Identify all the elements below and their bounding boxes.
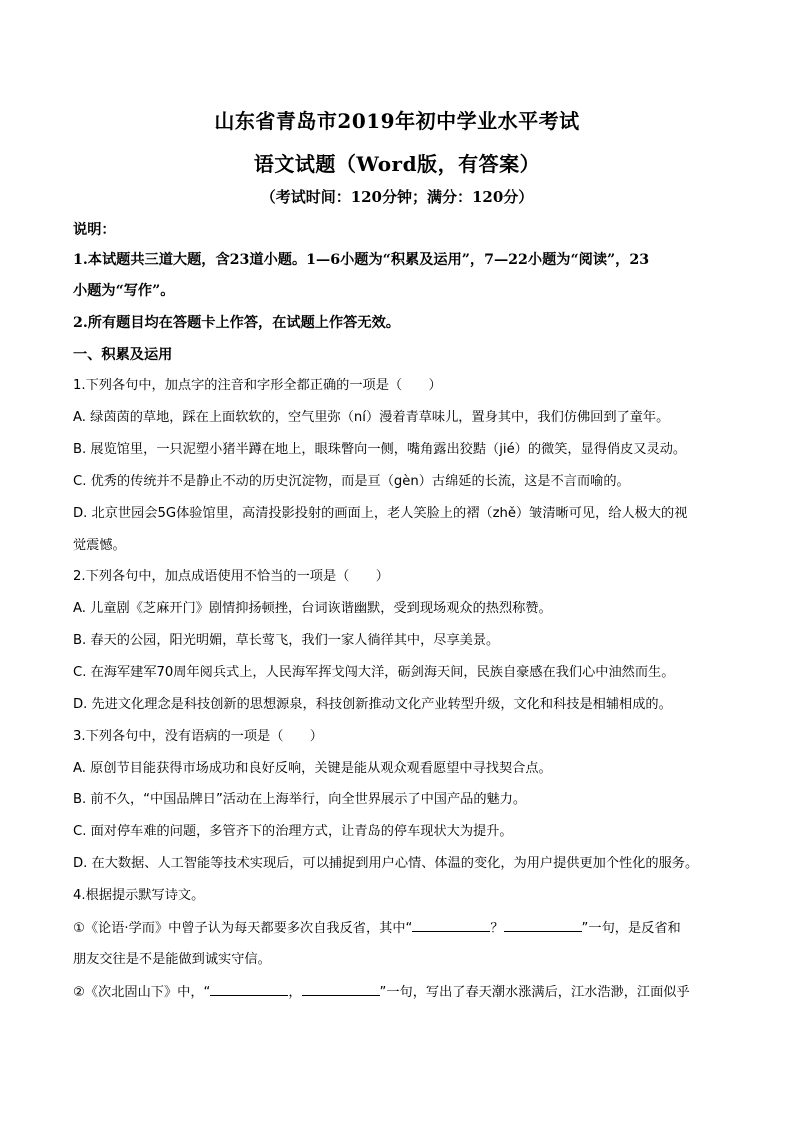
question-2-option-c: C. 在海军建军70周年阅兵式上，人民海军挥戈闯大洋，砺剑海天间，民族自豪感在我们心中油然而生。 [73, 665, 675, 680]
question-1-option-a: A. 绿茵茵的草地，踩在上面软软的，空气里弥（ní）漫着青草味儿，置身其中，我们仿佛回到了童年。 [73, 410, 670, 425]
exam-info: （考试时间：120分钟；满分：120分） [260, 188, 534, 206]
instructions-heading: 说明： [73, 222, 116, 238]
exam-subtitle: 语文试题（Word版，有答案） [253, 152, 541, 176]
question-4-item-2 [73, 982, 723, 1003]
instruction-item-1: 1.本试题共三道大题，含23道小题。1—6小题为“积累及运用”，7—22小题为“阅读”，23 [73, 252, 650, 268]
item-1-separator: ？ [490, 921, 504, 936]
item-1-prefix: ①《论语·学而》中曾子认为每天都要多次自我反省，其中“ [73, 921, 413, 936]
answer-blank[interactable] [210, 982, 288, 996]
question-1-option-d: D. 北京世园会5G体验馆里，高清投影投射的画面上，老人笑脸上的褶（zhě）皱清晰可见，给人极大的视 [73, 506, 688, 521]
item-2-prefix: ②《次北固山下》中，“ [73, 985, 211, 1000]
question-4-item-1 [73, 918, 723, 939]
question-3-option-c: C. 面对停车难的问题，多管齐下的治理方式，让青岛的停车现状大为提升。 [73, 824, 513, 839]
question-3-option-a: A. 原创节目能获得市场成功和良好反响，关键是能从观众观看愿望中寻找契合点。 [73, 761, 552, 776]
answer-blank[interactable] [412, 918, 490, 932]
item-2-separator: ， [288, 985, 302, 1000]
question-1-option-d-cont: 觉震憾。 [73, 538, 126, 553]
answer-blank[interactable] [302, 982, 380, 996]
instruction-item-1-cont: 小题为“写作”。 [73, 283, 175, 299]
question-2-option-b: B. 春天的公园，阳光明媚，草长莺飞，我们一家人徜徉其中，尽享美景。 [73, 633, 500, 648]
question-3-option-b: B. 前不久，“中国品牌日”活动在上海举行，向全世界展示了中国产品的魅力。 [73, 792, 527, 807]
question-1-stem: 1.下列各句中，加点字的注音和字形全都正确的一项是（ ） [73, 378, 442, 393]
question-1-option-b: B. 展览馆里，一只泥塑小猪半蹲在地上，眼珠瞥向一侧，嘴角露出狡黠（jié）的微笑，显得俏皮又灵动。 [73, 442, 687, 457]
question-3-option-d: D. 在大数据、人工智能等技术实现后，可以捕捉到用户心情、体温的变化，为用户提供更加个性化的服务。 [73, 856, 699, 871]
question-2-option-a: A. 儿童剧《芝麻开门》剧情抑扬顿挫，台词诙谐幽默，受到现场观众的热烈称赞。 [73, 601, 552, 616]
question-1-option-c: C. 优秀的传统并不是静止不动的历史沉淀物，而是亘（gèn）古绵延的长流，这是不言而喻的。 [73, 474, 630, 489]
answer-blank[interactable] [504, 918, 582, 932]
item-1-suffix: ”一句，是反省和 [581, 921, 681, 936]
question-4-item-1-cont: 朋友交往是不是能做到诚实守信。 [73, 952, 271, 967]
instruction-item-2: 2.所有题目均在答题卡上作答，在试题上作答无效。 [73, 315, 400, 331]
exam-title: 山东省青岛市2019年初中学业水平考试 [214, 109, 580, 133]
question-2-option-d: D. 先进文化理念是科技创新的思想源泉，科技创新推动文化产业转型升级，文化和科技是相辅相成的。 [73, 697, 672, 712]
question-2-stem: 2.下列各句中，加点成语使用不恰当的一项是（ ） [73, 569, 389, 584]
item-2-suffix: ”一句，写出了春天潮水涨满后，江水浩渺，江面似乎 [379, 985, 690, 1000]
section-heading: 一、积累及运用 [73, 347, 173, 363]
question-4-stem: 4.根据提示默写诗文。 [73, 888, 205, 903]
question-3-stem: 3.下列各句中，没有语病的一项是（ ） [73, 729, 323, 744]
